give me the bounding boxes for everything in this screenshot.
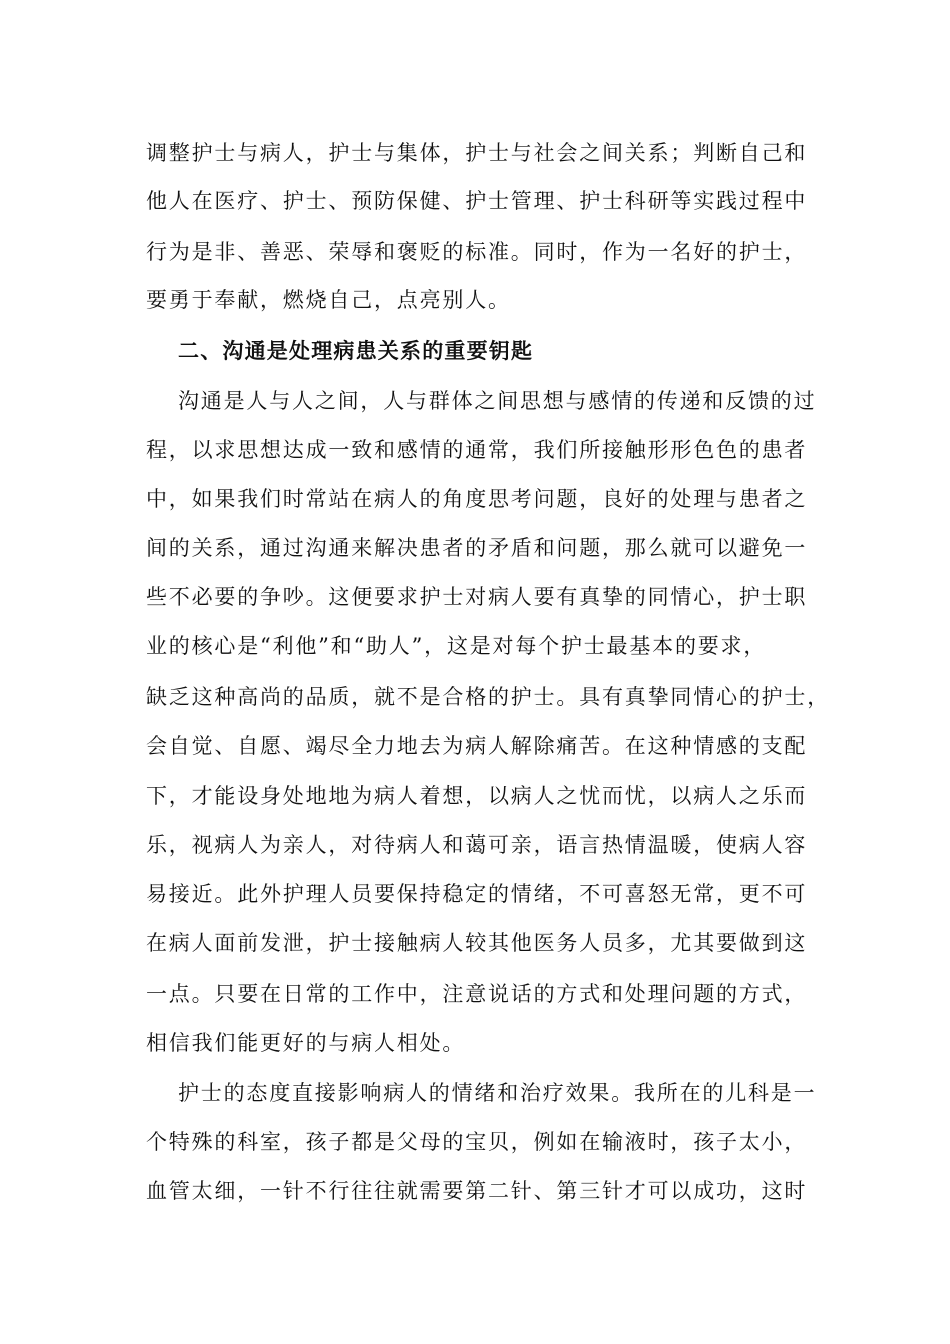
text-line: 些不必要的争吵。这便要求护士对病人要有真挚的同情心，护士职	[146, 585, 808, 609]
text-line: 中，如果我们时常站在病人的角度思考问题，良好的处理与患者之	[146, 487, 808, 511]
text-line: 个特殊的科室，孩子都是父母的宝贝，例如在输液时，孩子太小，	[146, 1130, 808, 1154]
text-line: 一点。只要在日常的工作中，注意说话的方式和处理问题的方式，	[146, 982, 808, 1006]
section-heading: 二、沟通是处理病患关系的重要钥匙	[178, 338, 534, 363]
text-line: 缺乏这种高尚的品质，就不是合格的护士。具有真挚同情心的护士，	[146, 685, 830, 709]
text-line: 行为是非、善恶、荣辱和褒贬的标准。同时，作为一名好的护士，	[146, 240, 808, 264]
text-line: 调整护士与病人，护士与集体，护士与社会之间关系；判断自己和	[146, 141, 808, 165]
text-line: 血管太细，一针不行往往就需要第二针、第三针才可以成功，这时	[146, 1179, 808, 1203]
text-line: 下，才能设身处地地为病人着想，以病人之忧而忧，以病人之乐而	[146, 784, 808, 808]
text-line: 会自觉、自愿、竭尽全力地去为病人解除痛苦。在这种情感的支配	[146, 734, 808, 758]
text-line: 护士的态度直接影响病人的情绪和治疗效果。我所在的儿科是一	[178, 1081, 817, 1105]
text-line: 乐，视病人为亲人，对待病人和蔼可亲，语言热情温暖，使病人容	[146, 833, 808, 857]
text-line: 易接近。此外护理人员要保持稳定的情绪，不可喜怒无常，更不可	[146, 882, 808, 906]
text-line: 相信我们能更好的与病人相处。	[146, 1031, 466, 1055]
text-line: 要勇于奉献，燃烧自己，点亮别人。	[146, 288, 511, 312]
text-line: 业的核心是“利他”和“助人”，这是对每个护士最基本的要求，	[146, 634, 767, 658]
text-line: 程，以求思想达成一致和感情的通常，我们所接触形形色色的患者	[146, 438, 808, 462]
text-line: 沟通是人与人之间，人与群体之间思想与感情的传递和反馈的过	[178, 389, 817, 413]
text-line: 在病人面前发泄，护士接触病人较其他医务人员多，尤其要做到这	[146, 931, 808, 955]
text-line: 间的关系，通过沟通来解决患者的矛盾和问题，那么就可以避免一	[146, 536, 808, 560]
text-line: 他人在医疗、护士、预防保健、护士管理、护士科研等实践过程中	[146, 189, 808, 213]
